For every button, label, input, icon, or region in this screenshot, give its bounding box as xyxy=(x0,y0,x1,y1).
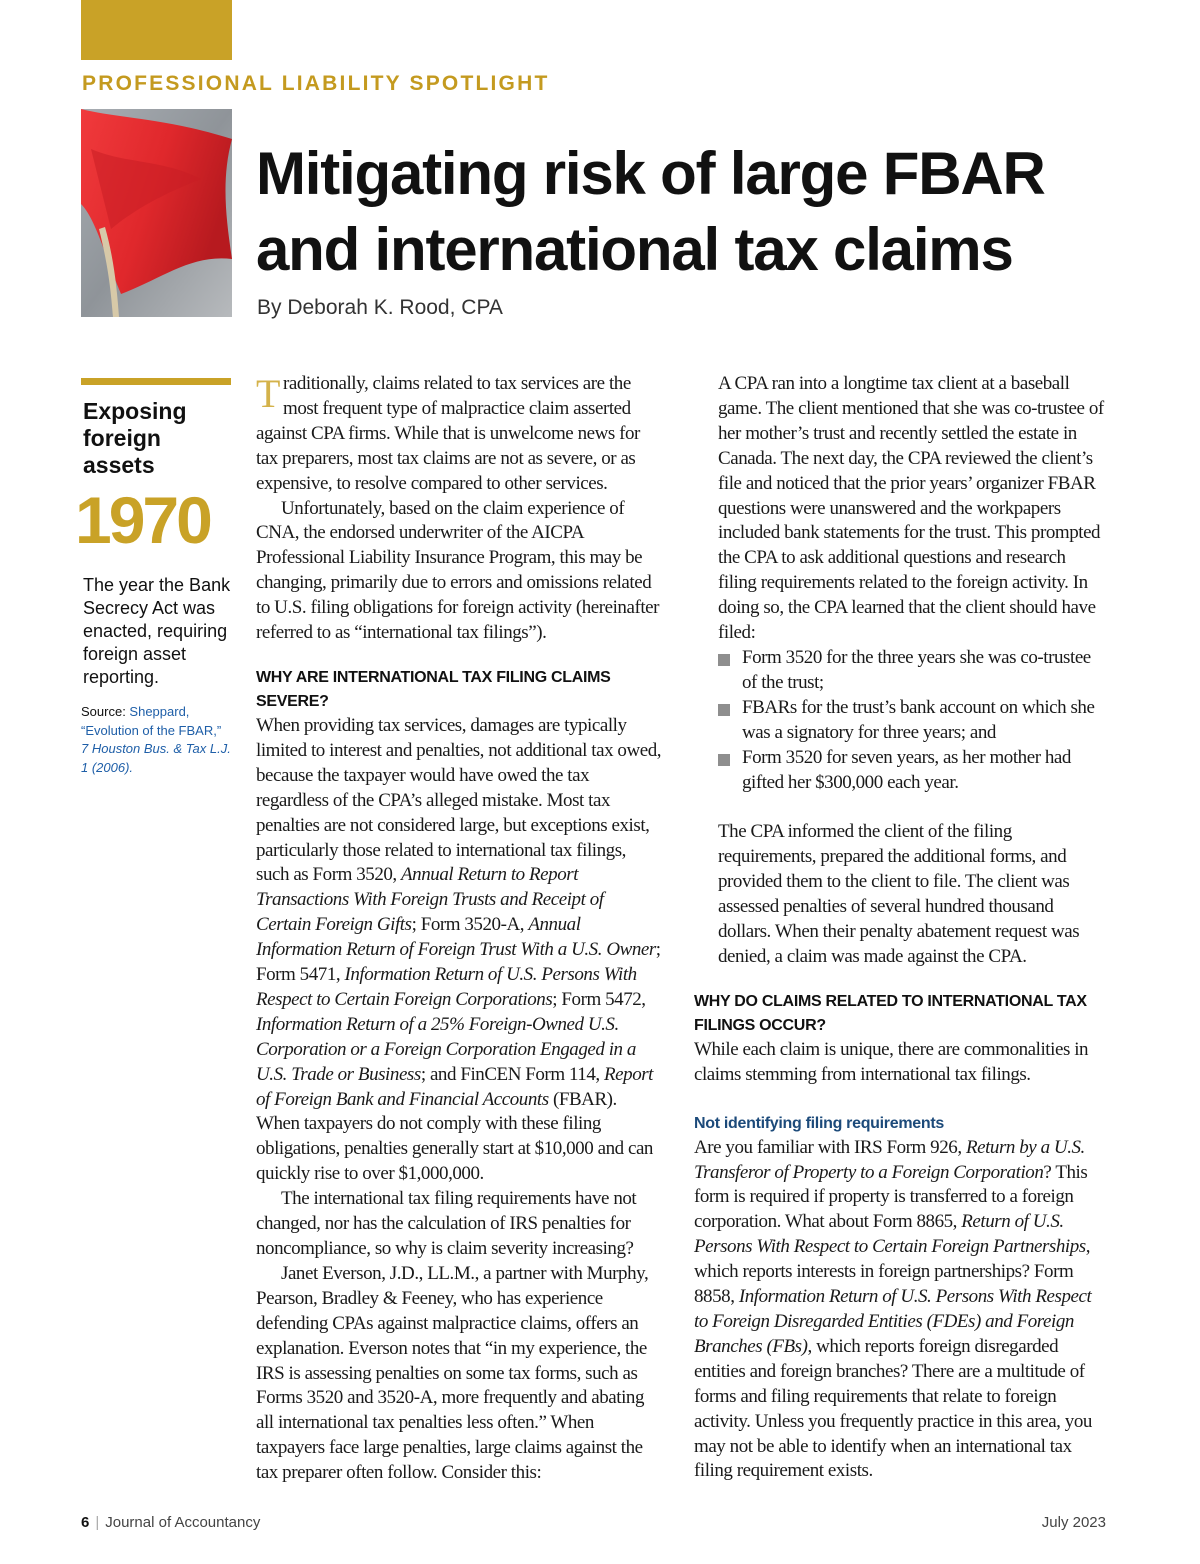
case-paragraph: The CPA informed the client of the filing requirements, prepared the additional forms, and provided them to the client to file. The client was assessed penalties of several hundred thousand dollars. When their penalty abatement request was denied, a claim was made against the CPA. xyxy=(718,821,1080,967)
body-paragraph: When providing tax services, damages are typically limited to interest and penalties, not additional tax owed, because the taxpayer would have owed the tax regardless of the CPA’s alleged mistake. Most tax penalties are not considered large, but exceptions exist, particularly those related to international tax filings, such as Form 3520, Annual Return to Report Transactions With Foreign Trusts and Receipt of Certain Foreign Gifts; Form 3520-A, Annual Information Return of Foreign Trust With a U.S. Owner; Form 5471, Information Return of U.S. Persons With Respect to Certain Foreign Corporations; Form 5472, Information Return of a 25% Foreign-Owned U.S. Corporation or a Foreign Corporation Engaged in a U.S. Trade or Business; and FinCEN Form 114, Report of Foreign Bank and Financial Accounts (FBAR). When taxpayers do not comply with these filing obligations, penalties generally start at $10,000 and can quickly rise to over $1,000,000. xyxy=(256,714,662,1185)
subsection-heading: Not identifying filing requirements xyxy=(694,1114,944,1132)
source-link[interactable]: Sheppard, “Evolution of the FBAR,” xyxy=(81,704,222,738)
square-bullet-icon xyxy=(718,754,730,766)
drop-cap: T xyxy=(256,371,280,416)
body-paragraph: The international tax filing requirements have not changed, nor has the calculation of IRS penalties for noncompliance, so why is claim severity increasing? xyxy=(256,1188,637,1259)
intro-paragraph: Traditionally, claims related to tax services are the most frequent type of malpractice claim asserted against CPA firms. While that is unwelcome news for tax preparers, most tax claims are not as severe, or as expensive, to resolve compared to other services. xyxy=(256,371,640,494)
red-flag-photo xyxy=(81,109,232,317)
square-bullet-icon xyxy=(718,654,730,666)
sidebar-year: 1970 xyxy=(75,483,210,557)
issue-date: July 2023 xyxy=(1041,1514,1106,1531)
article-column-2 xyxy=(694,372,1106,1484)
footer-separator: | xyxy=(95,1514,100,1531)
footer-left xyxy=(81,1514,260,1531)
filing-requirements-list xyxy=(694,646,1106,795)
sidebar-source xyxy=(81,703,231,777)
body-paragraph: Are you familiar with IRS Form 926, Return by a U.S. Transferor of Property to a Foreign Corporation? This form is required if property is transferred to a foreign corporation. What about Form 8865, Return of U.S. Persons With Respect to Certain Foreign Partnerships, which reports interests in foreign partnerships? Form 8858, Information Return of U.S. Persons With Respect to Foreign Disregarded Entities (FDEs) and Foreign Branches (FBs), which reports foreign disregarded entities and foreign branches? There are a multitude of forms and filing requirements that relate to foreign activity. Unless you frequently practice in this area, you may not be able to identify when an international tax filing requirement exists. xyxy=(694,1136,1092,1482)
square-bullet-icon xyxy=(718,704,730,716)
body-paragraph: Unfortunately, based on the claim experience of CNA, the endorsed underwriter of the AICPA Professional Liability Insurance Program, this may be changing, primarily due to errors and omissions related to U.S. filing obligations for foreign activity (hereinafter referred to as “international tax filings”). xyxy=(256,497,660,644)
case-paragraph: A CPA ran into a longtime tax client at a baseball game. The client mentioned that she was co-trustee of her mother’s trust and recently settled the estate in Canada. The next day, the CPA reviewed the client’s file and noticed that the prior years’ organizer FBAR questions were unanswered and the workpapers included bank statements for the trust. This prompted the CPA to ask additional questions and research filing requirements related to the foreign activity. In doing so, the CPA learned that the client should have filed: xyxy=(718,373,1104,644)
section-heading: WHY DO CLAIMS RELATED TO INTERNATIONAL TAX FILINGS OCCUR? xyxy=(694,992,1087,1034)
sidebar-accent-rule xyxy=(81,378,231,385)
article-column-1 xyxy=(256,372,662,1486)
page-number: 6 xyxy=(81,1514,90,1531)
body-paragraph: Janet Everson, J.D., LL.M., a partner with Murphy, Pearson, Bradley & Feeney, who has experience defending CPAs against malpractice claims, offers an explanation. Everson notes that “in my experience, the IRS is assessing penalties on some tax forms, such as Forms 3520 and 3520-A, more frequently and abating all international tax penalties less often.” When taxpayers face large penalties, large claims against the tax preparer often follow. Consider this: xyxy=(256,1262,649,1484)
section-label: PROFESSIONAL LIABILITY SPOTLIGHT xyxy=(82,72,550,95)
article-title: Mitigating risk of large FBAR and international tax claims xyxy=(256,140,1045,283)
list-item: FBARs for the trust’s bank account on which she was a signatory for three years; and xyxy=(718,696,1106,746)
source-citation[interactable]: 7 Houston Bus. & Tax L.J. 1 (2006). xyxy=(81,741,231,775)
list-item: Form 3520 for seven years, as her mother had gifted her $300,000 each year. xyxy=(718,746,1106,796)
sidebar-heading: Exposing foreign assets xyxy=(83,398,187,478)
header-accent-bar xyxy=(81,0,232,60)
byline: By Deborah K. Rood, CPA xyxy=(257,296,503,319)
publication-name: Journal of Accountancy xyxy=(105,1514,261,1531)
source-prefix: Source: xyxy=(81,704,130,719)
list-item: Form 3520 for the three years she was co-trustee of the trust; xyxy=(718,646,1106,696)
sidebar-description: The year the Bank Secrecy Act was enacted, requiring foreign asset reporting. xyxy=(83,575,231,687)
body-paragraph: While each claim is unique, there are commonalities in claims stemming from international tax filings. xyxy=(694,1038,1089,1085)
section-heading: WHY ARE INTERNATIONAL TAX FILING CLAIMS SEVERE? xyxy=(256,668,611,710)
